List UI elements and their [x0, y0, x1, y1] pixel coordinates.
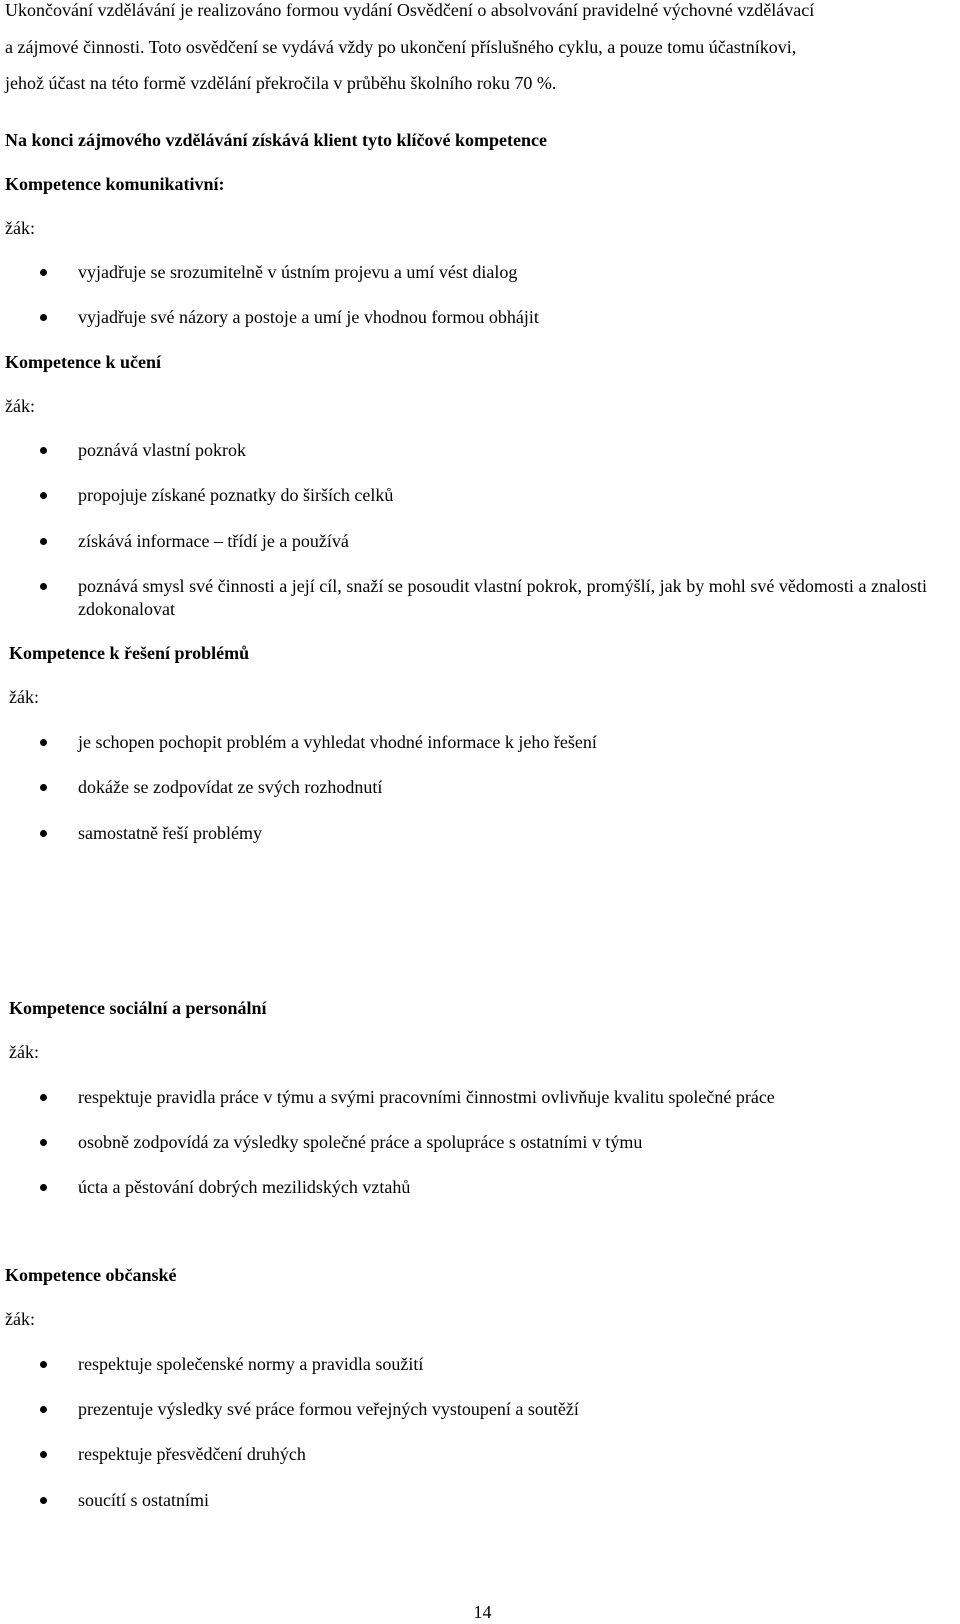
section-heading: Kompetence občanské — [5, 1265, 177, 1285]
page-number: 14 — [473, 1602, 492, 1622]
bullet-icon — [40, 784, 47, 791]
intro-line: a zájmové činnosti. Toto osvědčení se vydává vždy po ukončení příslušného cyklu, a pouze tomu účastníkovi, — [5, 37, 797, 57]
section-heading: Kompetence sociální a personální — [9, 998, 267, 1018]
pupil-label: žák: — [9, 687, 39, 707]
section-heading: Kompetence k řešení problémů — [9, 643, 250, 663]
bullet-icon — [40, 1406, 47, 1413]
section-heading: Kompetence komunikativní: — [5, 174, 225, 194]
bullet-icon — [40, 583, 47, 590]
bullet-icon — [40, 314, 47, 321]
section-heading: Kompetence k učení — [5, 352, 161, 372]
main-heading: Na konci zájmového vzdělávání získává klient tyto klíčové kompetence — [5, 130, 547, 150]
bullet-icon — [40, 1139, 47, 1146]
pupil-label: žák: — [5, 396, 35, 416]
pupil-label: žák: — [5, 1309, 35, 1329]
bullet-icon — [40, 492, 47, 499]
bullet-icon — [40, 447, 47, 454]
bullet-icon — [40, 1094, 47, 1101]
bullet-icon — [40, 538, 47, 545]
bullet-icon — [40, 1451, 47, 1458]
bullet-icon — [40, 739, 47, 746]
bullet-icon — [40, 1184, 47, 1191]
intro-line: jehož účast na této formě vzdělání překročila v průběhu školního roku 70 %. — [5, 73, 557, 93]
bullet-icon — [40, 1361, 47, 1368]
bullet-icon — [40, 1497, 47, 1504]
pupil-label: žák: — [5, 218, 35, 238]
pupil-label: žák: — [9, 1042, 39, 1062]
bullet-icon — [40, 830, 47, 837]
bullet-icon — [40, 269, 47, 276]
intro-line: Ukončování vzdělávání je realizováno formou vydání Osvědčení o absolvování pravidelné výchovné vzdělávací — [5, 0, 815, 20]
